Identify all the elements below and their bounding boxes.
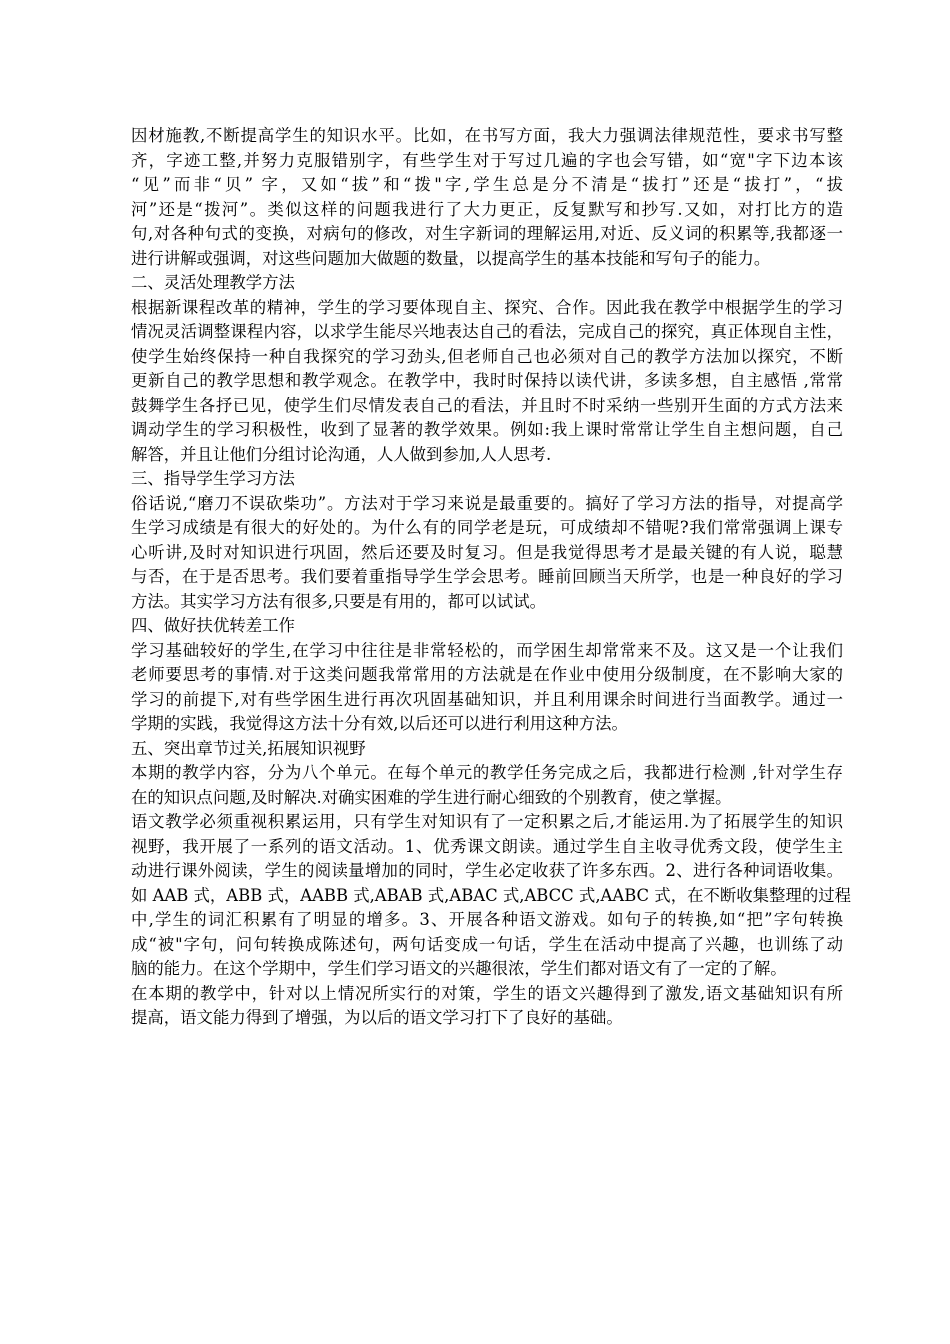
paragraph-line: 河”还是“拨河”。类似这样的问题我进行了大力更正，反复默写和抄写.又如，对打比方的造 <box>131 199 843 219</box>
paragraph-line: “见”而非“贝” 字，又如“拔”和“拨"字,学生总是分不清是“拔打”还是“拔打”，“拔 <box>131 175 843 194</box>
paragraph-line: 齐，字迹工整,并努力克服错别字，有些学生对于写过几遍的字也会写错，如“宽"字下边本该 <box>131 150 843 170</box>
paragraph-line: 心听讲,及时对知识进行巩固，然后还要及时复习。但是我觉得思考才是最关键的有人说，聪慧 <box>131 542 843 562</box>
paragraph-line: 解答，并且让他们分组讨论沟通，人人做到参加,人人思考. <box>131 444 552 464</box>
paragraph-line: 成“被"字句，问句转换成陈述句，两句话变成一句话，学生在活动中提高了兴趣，也训练了动 <box>131 934 843 954</box>
section-heading-line: 二、灵活处理教学方法 <box>131 273 295 292</box>
paragraph-line: 学习的前提下,对有些学困生进行再次巩固基础知识，并且利用课余时间进行当面教学。通过一 <box>131 689 843 709</box>
paragraph-line: 脑的能力。在这个学期中，学生们学习语文的兴趣很浓，学生们都对语文有了一定的了解。 <box>131 959 787 978</box>
paragraph-line: 提高，语文能力得到了增强，为以后的语文学习打下了良好的基础。 <box>131 1008 623 1027</box>
paragraph-line: 情况灵活调整课程内容，以求学生能尽兴地表达自己的看法，完成自己的探究，真正体现自主性， <box>131 322 843 341</box>
paragraph-line: 因材施教,不断提高学生的知识水平。比如，在书写方面，我大力强调法律规范性，要求书写整 <box>131 126 843 145</box>
paragraph-line: 根据新课程改革的精神，学生的学习要体现自主、探究、合作。因此我在教学中根据学生的学习 <box>131 297 843 317</box>
paragraph-line: 进行讲解或强调，对这些问题加大做题的数量，以提高学生的基本技能和写句子的能力。 <box>131 248 771 268</box>
paragraph-line: 老师要思考的事情.对于这类问题我常常用的方法就是在作业中使用分级制度，在不影响大家的 <box>131 665 843 684</box>
section-heading-line: 五、突出章节过关,拓展知识视野 <box>131 738 366 758</box>
paragraph-line: 俗话说,“磨刀不误砍柴功”。方法对于学习来说是最重要的。搞好了学习方法的指导，对提高学 <box>131 493 843 513</box>
paragraph-line: 动进行课外阅读，学生的阅读量增加的同时，学生必定收获了许多东西。2、进行各种词语收集。 <box>131 861 843 880</box>
paragraph-line: 学期的实践，我觉得这方法十分有效,以后还可以进行利用这种方法。 <box>131 714 628 733</box>
section-heading-line: 四、做好扶优转差工作 <box>131 616 295 635</box>
document-body <box>131 124 851 1031</box>
paragraph-line: 中,学生的词汇积累有了明显的增多。3、开展各种语文游戏。如句子的转换,如“把”字句转换 <box>131 910 843 929</box>
paragraph-line: 方法。其实学习方法有很多,只要是有用的，都可以试试。 <box>131 591 546 611</box>
section-heading-line: 三、指导学生学习方法 <box>131 469 295 488</box>
paragraph-line: 与否，在于是否思考。我们要着重指导学生学会思考。睡前回顾当天所学，也是一种良好的学习 <box>131 567 843 586</box>
paragraph-line: 如 AAB 式，ABB 式，AABB 式,ABAB 式,ABAC 式,ABCC 式,AABC 式，在不断收集整理的过程 <box>131 885 851 905</box>
paragraph-line: 更新自己的教学思想和教学观念。在教学中，我时时保持以读代讲，多读多想，自主感悟 ,常常 <box>131 371 843 390</box>
paragraph-line: 调动学生的学习积极性，收到了显著的教学效果。例如:我上课时常常让学生自主想问题，自己 <box>131 420 843 439</box>
paragraph-line: 使学生始终保持一种自我探究的学习劲头,但老师自己也必须对自己的教学方法加以探究，不断 <box>131 346 843 366</box>
paragraph-line: 学习基础较好的学生,在学习中往往是非常轻松的，而学困生却常常来不及。这又是一个让我们 <box>131 640 843 660</box>
paragraph-line: 在本期的教学中，针对以上情况所实行的对策，学生的语文兴趣得到了激发,语文基础知识有所 <box>131 983 843 1003</box>
paragraph-line: 生学习成绩是有很大的好处的。为什么有的同学老是玩，可成绩却不错呢?我们常常强调上课专 <box>131 518 843 537</box>
paragraph-line: 鼓舞学生各抒已见，使学生们尽情发表自己的看法，并且时不时采纳一些别开生面的方式方法来 <box>131 395 843 415</box>
paragraph-line: 句,对各种句式的变换，对病句的修改，对生字新词的理解运用,对近、反义词的积累等,我都逐一 <box>131 224 843 243</box>
paragraph-line: 本期的教学内容，分为八个单元。在每个单元的教学任务完成之后，我都进行检测 ,针对学生存 <box>131 763 843 782</box>
paragraph-line: 在的知识点问题,及时解决.对确实困难的学生进行耐心细致的个别教育，使之掌握。 <box>131 787 732 807</box>
paragraph-line: 视野，我开展了一系列的语文活动。1、优秀课文朗读。通过学生自主收寻优秀文段，使学生主 <box>131 836 843 856</box>
paragraph-line: 语文教学必须重视积累运用，只有学生对知识有了一定积累之后,才能运用.为了拓展学生的知识 <box>131 812 843 831</box>
